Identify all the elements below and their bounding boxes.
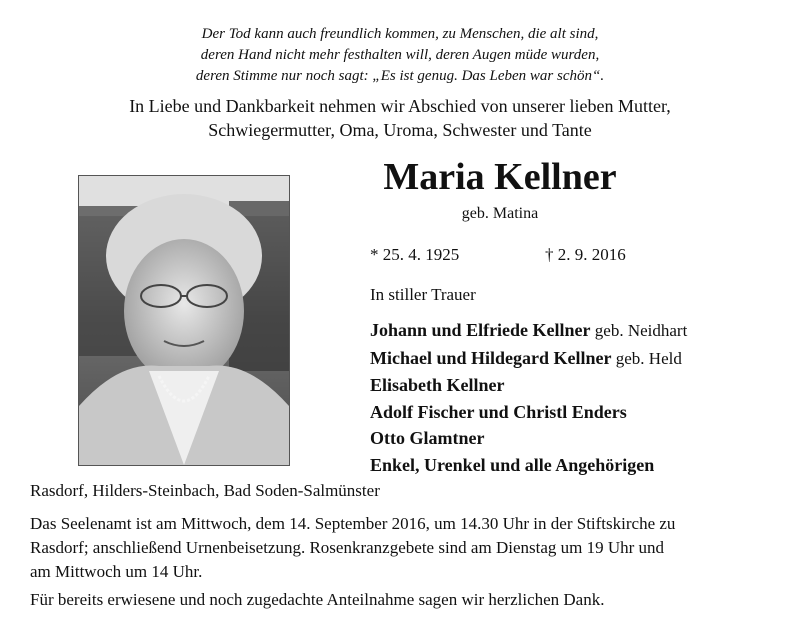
mourner-suffix: geb. Neidhart (590, 321, 688, 340)
intro-line: Schwiegermutter, Oma, Uroma, Schwester und Tante (208, 120, 592, 140)
mourner-name: Michael und Hildegard Kellner (370, 347, 612, 368)
deceased-name: Maria Kellner (383, 156, 617, 198)
mourner-name: Johann und Elfriede Kellner (370, 320, 591, 340)
mourner-name: Adolf Fischer und Christl Enders (370, 401, 627, 422)
thanks-line: Für bereits erwiesene und noch zugedachte Anteilnahme sagen wir herzlichen Dank. (30, 590, 605, 609)
poem-line: deren Stimme nur noch sagt: „Es ist genug. Das Leben war schön“. (195, 68, 605, 84)
places-line: Rasdorf, Hilders-Steinbach, Bad Soden-Salmünster (30, 481, 380, 500)
mourner-entry (370, 425, 687, 452)
poem (0, 24, 800, 87)
death-date: † 2. 9. 2016 (545, 245, 626, 264)
mourner-entry (370, 399, 687, 426)
mourner-name: Elisabeth Kellner (370, 375, 505, 395)
mourning-label: In stiller Trauer (370, 285, 476, 304)
service-line: Rasdorf; anschließend Urnenbeisetzung. Rosenkranzgebete sind am Dienstag um 19 Uhr und (30, 538, 665, 557)
birth-date: * 25. 4. 1925 (370, 245, 460, 264)
mourner-suffix: geb. Held (611, 348, 682, 368)
mourner-name: Enkel, Urenkel und alle Angehörigen (370, 454, 655, 475)
mourners-list (370, 317, 687, 478)
farewell-intro (0, 94, 800, 142)
mourner-entry (370, 345, 687, 373)
poem-line: Der Tod kann auch freundlich kommen, zu Menschen, die alt sind, (201, 26, 599, 42)
mourner-entry (370, 372, 687, 399)
mourner-entry (370, 452, 687, 479)
service-line: Das Seelenamt ist am Mittwoch, dem 14. September 2016, um 14.30 Uhr in der Stiftskirche zu (30, 514, 676, 533)
service-line: am Mittwoch um 14 Uhr. (30, 562, 203, 581)
maiden-name: geb. Matina (461, 205, 539, 222)
mourner-name: Otto Glamtner (370, 428, 485, 448)
service-details (30, 512, 775, 584)
mourner-entry (370, 317, 687, 345)
poem-line: deren Hand nicht mehr festhalten will, deren Augen müde wurden, (200, 47, 600, 63)
portrait-photo (78, 175, 290, 466)
intro-line: In Liebe und Dankbarkeit nehmen wir Abschied von unserer lieben Mutter, (129, 96, 671, 116)
